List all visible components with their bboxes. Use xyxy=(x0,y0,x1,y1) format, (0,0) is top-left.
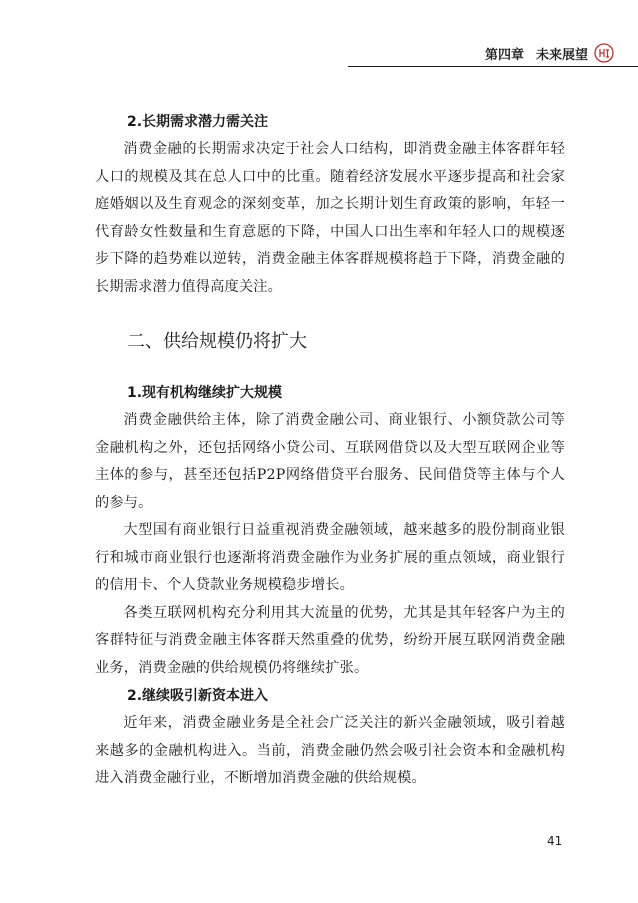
subsection-heading-new-capital: 2.继续吸引新资本进入 xyxy=(127,688,269,704)
paragraph-supply-entities: 消费金融供给主体，除了消费金融公司、商业银行、小额贷款公司等金融机构之外，还包括网络小贷公司、互联网借贷以及大型互联网企业等主体的参与，甚至还包括P2P网络借贷平台服务、民间借贷等主体与个人的参与。 xyxy=(95,412,565,511)
paragraph-long-term-demand: 消费金融的长期需求决定于社会人口结构，即消费金融主体客群年轻人口的规模及其在总人口中的比重。随着经济发展水平逐步提高和社会家庭婚姻以及生育观念的深刻变革，加之长期计划生育政策的影响，年轻一代育龄女性数量和生育意愿的下降，中国人口出生率和年轻人口的规模逐步下降的趋势难以逆转，消费金融主体客群规模将趋于下降，消费金融的长期需求潜力值得高度关注。 xyxy=(95,141,565,295)
header-title: 未来展望 xyxy=(535,47,588,63)
subsection-heading-long-term-demand: 2.长期需求潜力需关注 xyxy=(127,114,269,130)
seal-emblem-icon xyxy=(594,43,614,63)
paragraph-new-capital: 近年来，消费金融业务是全社会广泛关注的新兴金融领域，吸引着越来越多的金融机构进入。当前，消费金融仍然会吸引社会资本和金融机构进入消费金融行业，不断增加消费金融的供给规模。 xyxy=(95,715,565,786)
section-heading-supply: 二、供给规模仍将扩大 xyxy=(127,331,307,352)
paragraph-internet-institutions: 各类互联网机构充分利用其大流量的优势，尤其是其年轻客户为主的客群特征与消费金融主体客群天然重叠的优势，纷纷开展互联网消费金融业务，消费金融的供给规模仍将继续扩张。 xyxy=(95,604,565,676)
paragraph-commercial-banks: 大型国有商业银行日益重视消费金融领域，越来越多的股份制商业银行和城市商业银行也逐渐将消费金融作为业务扩展的重点领域，商业银行的信用卡、个人贷款业务规模稳步增长。 xyxy=(95,522,565,593)
running-header xyxy=(485,42,614,64)
page-number: 41 xyxy=(547,834,563,848)
subsection-heading-existing-institutions: 1.现有机构继续扩大规模 xyxy=(127,385,283,401)
header-chapter: 第四章 xyxy=(484,47,524,63)
header-rule xyxy=(348,66,638,67)
page-body xyxy=(95,108,565,793)
